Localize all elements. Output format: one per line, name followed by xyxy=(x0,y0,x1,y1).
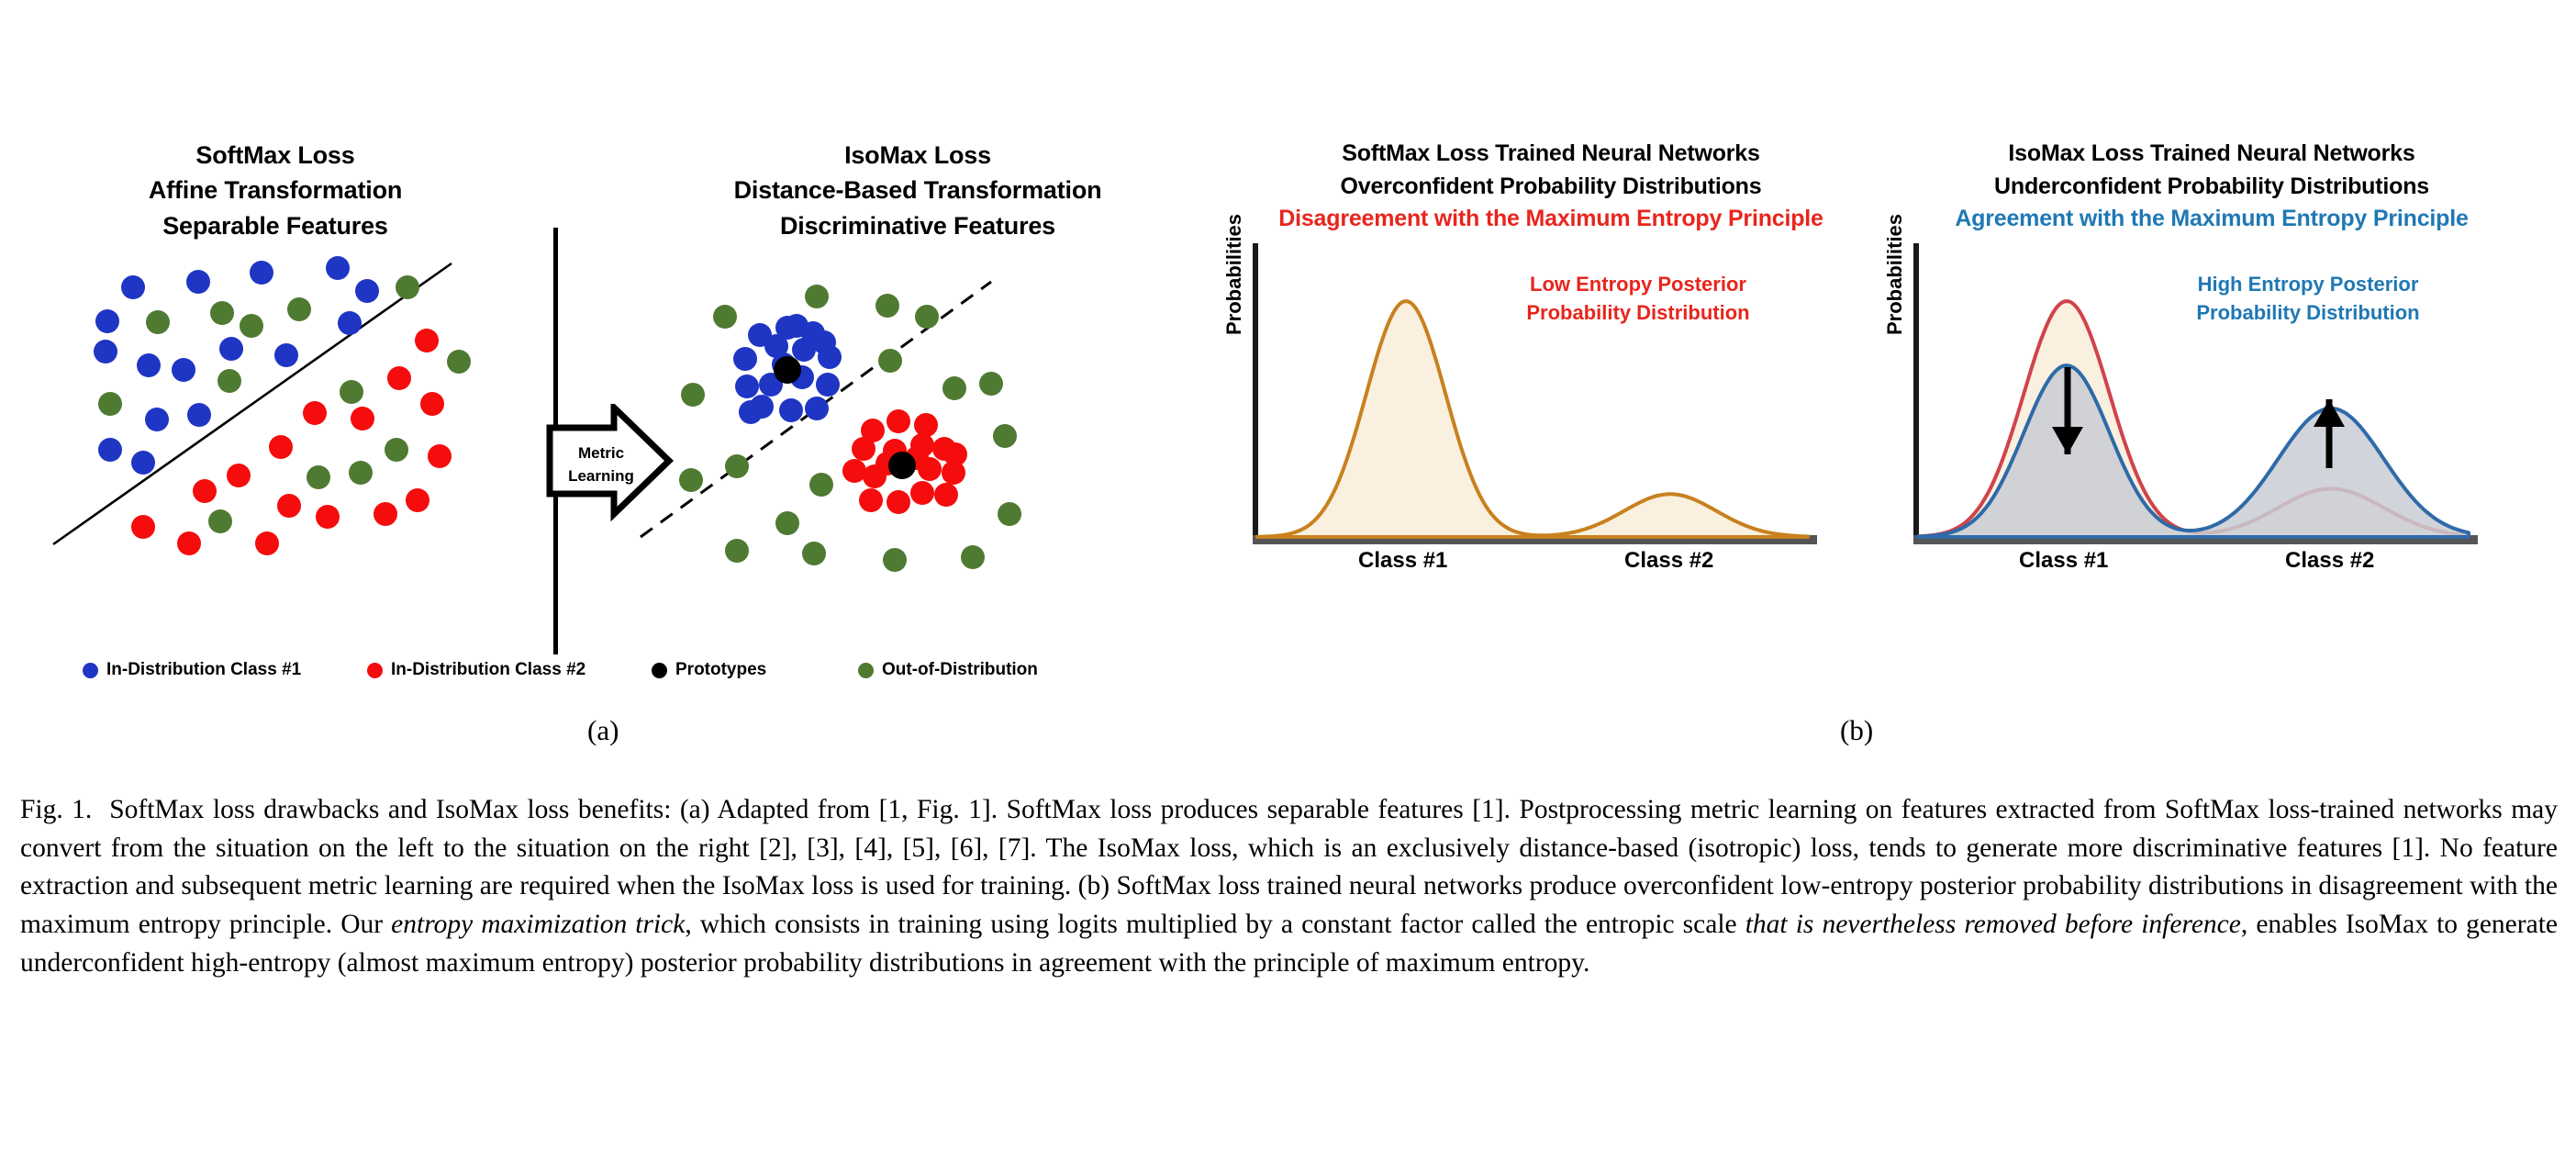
scatter-point xyxy=(883,548,907,572)
high-entropy-xtick-1: Class #1 xyxy=(2019,548,2109,573)
scatter-point xyxy=(942,376,966,400)
scatter-point xyxy=(775,511,799,535)
scatter-point-green xyxy=(287,297,311,321)
high-entropy-xtick-2: Class #2 xyxy=(2285,548,2375,573)
scatter-point-blue xyxy=(172,358,195,382)
caption-text-3: , enables IsoMax to generate underconfident high-entropy (almost maximum entropy) posterior probability distributions in agreement with the principle of maximum entropy. xyxy=(20,910,2558,978)
scatter-point xyxy=(785,314,808,338)
scatter-point xyxy=(979,372,1003,396)
softmax-scatter-plot xyxy=(46,234,523,647)
isomax-chart-title-line2: Underconfident Probability Distributions xyxy=(1994,173,2429,199)
distribution-curve-0 xyxy=(1257,301,1808,537)
scatter-point-green xyxy=(208,509,232,533)
scatter-point-red xyxy=(193,479,217,503)
scatter-point-green xyxy=(217,369,241,393)
scatter-point xyxy=(878,349,902,373)
scatter-point xyxy=(725,539,749,563)
scatter-point-blue xyxy=(186,270,210,294)
scatter-point xyxy=(914,413,938,437)
scatter-point-blue xyxy=(94,340,117,363)
low-entropy-chart-ylabel: Probabilities xyxy=(1222,213,1245,335)
isomax-chart-title xyxy=(1890,138,2533,236)
isomax-chart-title-line1: IsoMax Loss Trained Neural Networks xyxy=(2008,140,2415,166)
scatter-point-red xyxy=(406,488,429,512)
scatter-point xyxy=(887,409,910,433)
metric-learning-label xyxy=(568,442,634,487)
softmax-chart-title xyxy=(1239,138,1863,236)
scatter-point-blue xyxy=(326,256,350,280)
legend-label-3: Out-of-Distribution xyxy=(882,660,1038,679)
scatter-point xyxy=(779,398,803,422)
scatter-point xyxy=(809,473,833,497)
metric-learning-line1: Metric xyxy=(577,444,625,462)
isomax-scatter-svg xyxy=(633,234,1147,647)
softmax-panel-title xyxy=(37,138,514,243)
low-entropy-annotation-line2: Probability Distribution xyxy=(1526,300,1750,324)
scatter-point xyxy=(934,483,958,507)
low-entropy-xtick-2: Class #2 xyxy=(1624,548,1714,573)
scatter-point-green xyxy=(98,392,122,416)
metric-learning-line2: Learning xyxy=(568,466,634,485)
scatter-point-red xyxy=(227,464,251,487)
sublabel-b: (b) xyxy=(1840,714,1874,746)
scatter-point xyxy=(739,400,763,424)
scatter-point-blue xyxy=(131,451,155,475)
legend-item-prototypes xyxy=(652,660,766,680)
scatter-point-blue xyxy=(145,408,169,431)
scatter-point-blue xyxy=(338,311,362,335)
scatter-point-blue xyxy=(137,353,161,377)
scatter-point-red xyxy=(420,392,444,416)
scatter-point xyxy=(713,305,737,329)
scatter-point-red xyxy=(269,435,293,459)
figure-caption xyxy=(20,791,2558,983)
sublabel-a: (a) xyxy=(587,714,619,746)
scatter-point-green xyxy=(210,301,234,325)
softmax-chart-title-line2: Overconfident Probability Distributions xyxy=(1340,173,1762,199)
panel-a xyxy=(37,138,1193,762)
scatter-point-red xyxy=(131,515,155,539)
high-entropy-xticks xyxy=(1918,544,2487,581)
caption-text-1: SoftMax loss drawbacks and IsoMax loss benefits: (a) Adapted from [1, Fig. 1]. SoftMax loss produces separable features [1]. Postprocessing metric learning on features extracted from SoftMax loss-trained networks may convert from the situation on the left to the situation on the right [2], [3], [4], [5], [6], [7]. The IsoMax loss, which is an exclusively distance-based (isotropic) loss, tends to generate more discriminative features [1]. No feature extraction and subsequent metric learning are required when the IsoMax loss is used for training. (b) SoftMax loss trained neural networks produce overconfident low-entropy posterior probability distributions in disagreement with the maximum entropy principle. Our xyxy=(20,795,2559,940)
scatter-point xyxy=(774,356,801,384)
scatter-point-red xyxy=(428,444,452,468)
isomax-title-line3: Discriminative Features xyxy=(779,211,1056,240)
scatter-point-red xyxy=(177,531,201,555)
softmax-chart-title-line3: Disagreement with the Maximum Entropy Principle xyxy=(1278,206,1823,231)
high-entropy-annotation-line2: Probability Distribution xyxy=(2196,300,2420,324)
scatter-point xyxy=(725,454,749,478)
scatter-point xyxy=(681,383,705,407)
green-dot-icon xyxy=(858,663,874,678)
scatter-point-blue xyxy=(121,275,145,299)
softmax-title-line1: SoftMax Loss xyxy=(195,141,355,169)
scatter-point-blue xyxy=(219,337,243,361)
isomax-panel-title xyxy=(642,138,1193,243)
isomax-title-line1: IsoMax Loss xyxy=(844,141,991,169)
scatter-point-green xyxy=(396,275,419,299)
scatter-point xyxy=(943,442,967,466)
scatter-point-green xyxy=(447,350,471,374)
distribution-curve-1 xyxy=(1918,365,2469,537)
scatter-point-blue xyxy=(98,438,122,462)
scatter-point xyxy=(887,490,910,514)
low-entropy-chart-svg xyxy=(1230,234,1835,565)
scatter-point-blue xyxy=(250,261,273,285)
scatter-point xyxy=(961,545,985,569)
scatter-legend xyxy=(46,656,1193,693)
scatter-point-green xyxy=(349,461,373,485)
isomax-scatter-plot xyxy=(633,234,1147,647)
scatter-point xyxy=(852,437,875,461)
scatter-point xyxy=(733,347,757,371)
legend-item-out-of-distribution xyxy=(858,660,1038,680)
scatter-point xyxy=(816,373,840,397)
scatter-point-blue xyxy=(95,309,119,333)
caption-prefix: Fig. 1. xyxy=(20,795,93,824)
scatter-point xyxy=(993,424,1017,448)
scatter-point-green xyxy=(307,465,330,489)
scatter-point xyxy=(998,502,1021,526)
scatter-point-green xyxy=(240,314,263,338)
softmax-title-line2: Affine Transformation xyxy=(148,176,403,205)
panel-b xyxy=(1211,138,2551,762)
legend-item-in-distribution-class-1 xyxy=(83,660,301,680)
low-entropy-xticks xyxy=(1257,544,1826,581)
black-dot-icon xyxy=(652,663,667,678)
legend-label-2: Prototypes xyxy=(675,660,767,679)
legend-label-1: In-Distribution Class #2 xyxy=(391,660,586,679)
scatter-point xyxy=(842,459,866,483)
scatter-point-red xyxy=(374,502,397,526)
scatter-point-green xyxy=(146,310,170,334)
scatter-point-red xyxy=(387,366,411,390)
scatter-point xyxy=(812,330,836,354)
scatter-point xyxy=(859,488,883,512)
legend-item-in-distribution-class-2 xyxy=(367,660,585,680)
blue-dot-icon xyxy=(83,663,98,678)
scatter-point-red xyxy=(255,531,279,555)
scatter-point-blue xyxy=(187,403,211,427)
red-dot-icon xyxy=(367,663,383,678)
scatter-point-blue xyxy=(355,279,379,303)
scatter-point-red xyxy=(415,329,439,352)
scatter-point xyxy=(679,468,703,492)
scatter-point xyxy=(915,305,939,329)
scatter-point-red xyxy=(351,407,374,430)
scatter-point-green xyxy=(385,438,408,462)
scatter-point-blue xyxy=(274,343,298,367)
softmax-title-line3: Separable Features xyxy=(162,211,388,240)
scatter-point xyxy=(910,481,934,505)
high-entropy-chart-svg xyxy=(1890,234,2496,565)
isomax-title-line2: Distance-Based Transformation xyxy=(733,176,1102,205)
scatter-point xyxy=(805,397,829,420)
caption-italic-1: entropy maximization trick xyxy=(391,910,686,940)
scatter-point xyxy=(888,452,916,479)
high-entropy-chart-ylabel: Probabilities xyxy=(1883,213,1906,335)
legend-label-0: In-Distribution Class #1 xyxy=(106,660,302,679)
isomax-chart-title-line3: Agreement with the Maximum Entropy Principle xyxy=(1955,206,2469,231)
scatter-point-green xyxy=(340,380,363,404)
caption-italic-2: that is nevertheless removed before inference xyxy=(1745,910,2241,940)
scatter-point-red xyxy=(316,505,340,529)
low-entropy-annotation-line1: Low Entropy Posterior xyxy=(1530,273,1746,296)
scatter-point-red xyxy=(303,401,327,425)
low-entropy-xtick-1: Class #1 xyxy=(1358,548,1448,573)
scatter-point xyxy=(735,375,759,398)
high-entropy-annotation-line1: High Entropy Posterior xyxy=(2197,273,2419,296)
softmax-chart-title-line1: SoftMax Loss Trained Neural Networks xyxy=(1342,140,1760,166)
scatter-point-red xyxy=(277,494,301,518)
scatter-point xyxy=(805,285,829,308)
caption-text-2: , which consists in training using logits multiplied by a constant factor called the entropic scale xyxy=(685,910,1745,940)
scatter-point xyxy=(875,294,899,318)
softmax-scatter-svg xyxy=(46,234,523,647)
scatter-point xyxy=(802,542,826,565)
